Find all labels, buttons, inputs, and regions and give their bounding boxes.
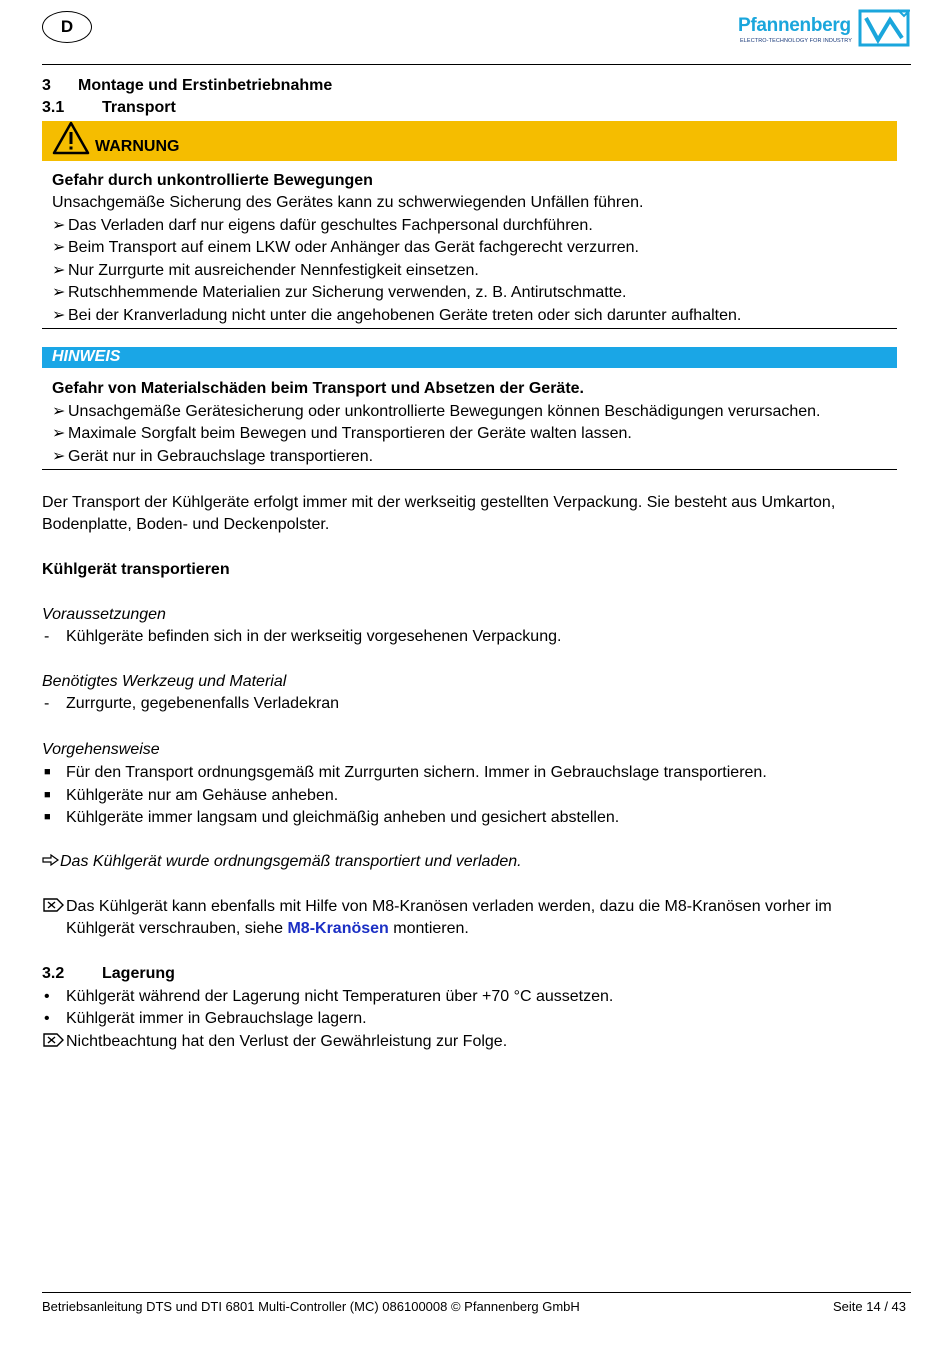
procedure-title: Kühlgerät transportieren (42, 561, 230, 578)
section-3-1-heading (42, 98, 176, 118)
arrow-bullet-icon: ➢ (52, 262, 66, 279)
step-item: ■ Kühlgeräte nur am Gehäuse anheben. (44, 787, 339, 804)
notice-heading: Gefahr von Materialschäden beim Transport und Absetzen der Geräte. (52, 380, 584, 397)
header-rule (42, 64, 911, 65)
transport-text-line: Bodenplatte, Boden- und Deckenpolster. (42, 516, 330, 533)
hint-pointer-icon (42, 1033, 66, 1047)
m8-kranoesen-link[interactable]: M8-Kranösen (287, 920, 389, 937)
logo-mark-icon (858, 8, 910, 48)
notice-label: HINWEIS (52, 348, 121, 365)
notice-bar (42, 347, 897, 368)
section-number: 3.2 (42, 965, 65, 982)
notice-bottom-rule (42, 469, 897, 470)
logo-tagline: ELECTRO-TECHNOLOGY FOR INDUSTRY (740, 38, 852, 44)
tools-label: Benötigtes Werkzeug und Material (42, 673, 287, 690)
transport-text-line: Der Transport der Kühlgeräte erfolgt immer mit der werkseitig gestellten Verpackung. Sie besteht aus Umkarton, (42, 494, 836, 511)
language-badge: D (42, 11, 92, 43)
square-bullet-icon: ■ (44, 766, 51, 778)
warning-item: ➢ Das Verladen darf nur eigens dafür geschultes Fachpersonal durchführen. (44, 216, 593, 236)
step-item: ■ Für den Transport ordnungsgemäß mit Zurrgurten sichern. Immer in Gebrauchslage transportieren. (44, 764, 767, 781)
prereq-label: Voraussetzungen (42, 606, 166, 623)
hint-line: Das Kühlgerät kann ebenfalls mit Hilfe von M8-Kranösen verladen werden, dazu die M8-Kranösen vorher im (42, 897, 832, 917)
result-arrow-icon (42, 854, 60, 866)
section-3-2-heading (42, 964, 175, 984)
section-title: Montage und Erstinbetriebnahme (78, 77, 333, 94)
warning-bar (42, 121, 897, 161)
section-number: 3.1 (42, 99, 65, 116)
arrow-bullet-icon: ➢ (52, 425, 66, 442)
storage-hint: Nichtbeachtung hat den Verlust der Gewährleistung zur Folge. (42, 1032, 507, 1052)
warning-item: ➢ Bei der Kranverladung nicht unter die angehobenen Geräte treten oder sich darunter aufhalten. (44, 306, 741, 326)
warning-heading: Gefahr durch unkontrollierte Bewegungen (52, 172, 373, 189)
result-line: Das Kühlgerät wurde ordnungsgemäß transportiert und verladen. (42, 852, 522, 872)
square-bullet-icon: ■ (44, 789, 51, 801)
notice-item: ➢ Gerät nur in Gebrauchslage transportieren. (44, 447, 373, 467)
section-title: Transport (102, 99, 176, 116)
arrow-bullet-icon: ➢ (52, 239, 66, 256)
warning-bottom-rule (42, 328, 897, 329)
step-item: ■ Kühlgeräte immer langsam und gleichmäßig anheben und gesichert abstellen. (44, 809, 620, 826)
section-number: 3 (42, 77, 51, 94)
footer-rule (42, 1292, 911, 1293)
hint-pointer-icon (42, 898, 66, 912)
warning-label: WARNUNG (95, 138, 180, 155)
warning-item: ➢ Rutschhemmende Materialien zur Sicherung verwenden, z. B. Antirutschmatte. (44, 283, 627, 303)
warning-intro: Unsachgemäße Sicherung des Gerätes kann zu schwerwiegenden Unfällen führen. (52, 194, 644, 211)
notice-item: ➢ Maximale Sorgfalt beim Bewegen und Transportieren der Geräte walten lassen. (44, 424, 632, 444)
tools-item: - Zurrgurte, gegebenenfalls Verladekran (44, 695, 340, 712)
notice-item: ➢ Unsachgemäße Gerätesicherung oder unkontrollierte Bewegungen können Beschädigungen verursachen. (44, 402, 820, 422)
logo-wordmark: Pfannenberg (738, 15, 851, 36)
warning-triangle-icon (52, 121, 90, 155)
pfannenberg-logo (738, 6, 913, 48)
arrow-bullet-icon: ➢ (52, 217, 66, 234)
warning-item: ➢ Beim Transport auf einem LKW oder Anhänger das Gerät fachgerecht verzurren. (44, 238, 639, 258)
arrow-bullet-icon: ➢ (52, 284, 66, 301)
steps-label: Vorgehensweise (42, 741, 160, 758)
square-bullet-icon: ■ (44, 811, 51, 823)
section-title: Lagerung (102, 965, 175, 982)
hint-line-2: Kühlgerät verschrauben, siehe M8-Kranösen montieren. (66, 920, 469, 937)
storage-item: • Kühlgerät während der Lagerung nicht Temperaturen über +70 °C aussetzen. (44, 988, 614, 1005)
arrow-bullet-icon: ➢ (52, 307, 66, 324)
warning-item: ➢ Nur Zurrgurte mit ausreichender Nennfestigkeit einsetzen. (44, 261, 479, 281)
footer-page-number: Seite 14 / 43 (833, 1299, 906, 1314)
arrow-bullet-icon: ➢ (52, 403, 66, 420)
storage-item: • Kühlgerät immer in Gebrauchslage lagern. (44, 1010, 367, 1027)
prereq-item: - Kühlgeräte befinden sich in der werkseitig vorgesehenen Verpackung. (44, 628, 562, 645)
footer-document-info: Betriebsanleitung DTS und DTI 6801 Multi-Controller (MC) 086100008 © Pfannenberg GmbH (42, 1299, 580, 1314)
arrow-bullet-icon: ➢ (52, 448, 66, 465)
section-3-heading (42, 76, 332, 96)
